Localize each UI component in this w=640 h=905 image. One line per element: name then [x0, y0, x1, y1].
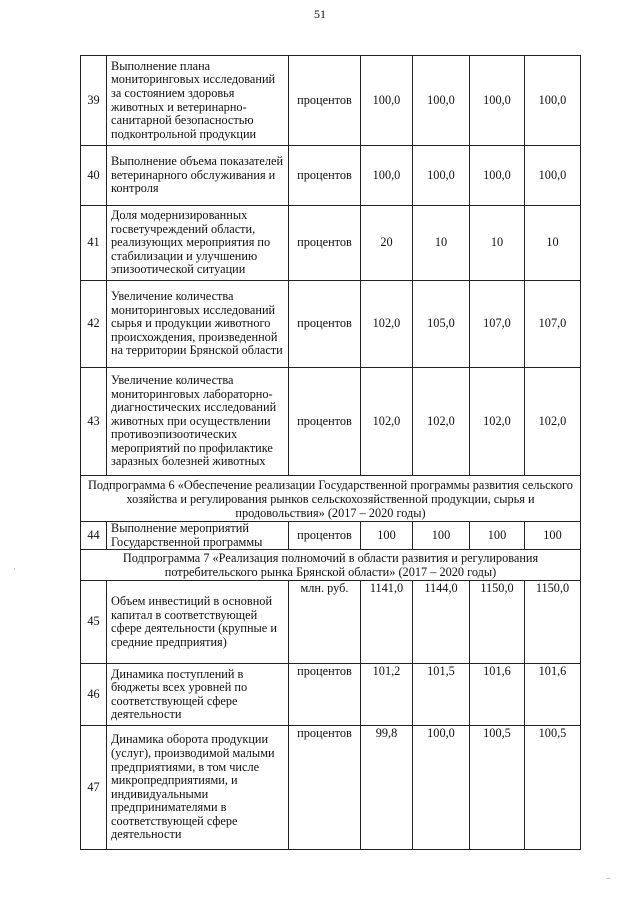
- value-2020: 107,0: [525, 281, 581, 368]
- value-2019: 102,0: [470, 368, 525, 476]
- indicator-number: 45: [81, 581, 107, 664]
- indicator-number: 42: [81, 281, 107, 368]
- value-2019: 100: [470, 522, 525, 550]
- indicator-row: [81, 581, 581, 664]
- value-2017: 102,0: [361, 368, 413, 476]
- subprogram-row: [81, 550, 581, 581]
- indicator-number: 44: [81, 522, 107, 550]
- indicator-number: 40: [81, 146, 107, 206]
- indicator-unit: процентов: [289, 281, 361, 368]
- indicator-unit: процентов: [289, 146, 361, 206]
- indicator-number: 39: [81, 56, 107, 146]
- indicator-unit: процентов: [289, 368, 361, 476]
- value-2017: 100: [361, 522, 413, 550]
- indicator-unit: млн. руб.: [289, 581, 361, 664]
- value-2019: 100,0: [470, 146, 525, 206]
- indicator-name: Доля модернизированных госветучреждений области, реализующих мероприятия по стабилизации и улучшению эпизоотической ситуации: [107, 206, 289, 281]
- indicator-row: [81, 726, 581, 850]
- indicator-name: Динамика поступлений в бюджеты всех уровней по соответствующей сфере деятельности: [107, 664, 289, 726]
- indicator-name: Динамика оборота продукции (услуг), производимой малыми предприятиями, в том числе микропредприятиями, и индивидуальными предпринимателями в соответствующей сфере деятельности: [107, 726, 289, 850]
- indicators-table: [80, 55, 581, 850]
- indicator-unit: процентов: [289, 56, 361, 146]
- value-2017: 1141,0: [361, 581, 413, 664]
- indicator-name: Объем инвестиций в основной капитал в соответствующей сфере деятельности (крупные и средние предприятия): [107, 581, 289, 664]
- indicator-name: Выполнение мероприятий Государственной программы: [107, 522, 289, 550]
- value-2019: 101,6: [470, 664, 525, 726]
- indicator-unit: процентов: [289, 522, 361, 550]
- indicator-name: Увеличение количества мониторинговых исследований сырья и продукции животного происхождения, произведенной на территории Брянской области: [107, 281, 289, 368]
- page-number: 51: [314, 7, 326, 21]
- subprogram-row: [81, 476, 581, 522]
- indicator-row: [81, 146, 581, 206]
- value-2018: 100,0: [413, 56, 470, 146]
- indicator-row: [81, 206, 581, 281]
- indicator-row: [81, 664, 581, 726]
- indicator-name: Увеличение количества мониторинговых лабораторно-диагностических исследований животных при осуществлении противоэпизоотических мероприятий по профилактике заразных болезней животных: [107, 368, 289, 476]
- indicator-number: 46: [81, 664, 107, 726]
- indicator-row: [81, 522, 581, 550]
- value-2020: 102,0: [525, 368, 581, 476]
- indicator-name: Выполнение плана мониторинговых исследований за состоянием здоровья животных и ветеринарно-санитарной безопасностью подконтрольной продукции: [107, 56, 289, 146]
- indicator-row: [81, 368, 581, 476]
- value-2019: 1150,0: [470, 581, 525, 664]
- value-2018: 100,0: [413, 146, 470, 206]
- value-2018: 105,0: [413, 281, 470, 368]
- value-2017: 102,0: [361, 281, 413, 368]
- subprogram-title: Подпрограмма 7 «Реализация полномочий в области развития и регулирования потребительского рынка Брянской области» (2017 – 2020 годы): [81, 550, 581, 581]
- value-2020: 10: [525, 206, 581, 281]
- value-2020: 100,0: [525, 56, 581, 146]
- indicator-unit: процентов: [289, 206, 361, 281]
- value-2018: 100,0: [413, 726, 470, 850]
- value-2017: 99,8: [361, 726, 413, 850]
- value-2020: 100,5: [525, 726, 581, 850]
- value-2019: 100,0: [470, 56, 525, 146]
- value-2018: 10: [413, 206, 470, 281]
- value-2017: 100,0: [361, 146, 413, 206]
- value-2018: 101,5: [413, 664, 470, 726]
- indicator-unit: процентов: [289, 726, 361, 850]
- indicator-number: 47: [81, 726, 107, 850]
- indicator-number: 41: [81, 206, 107, 281]
- scan-dot: ·: [13, 564, 16, 574]
- value-2020: 100,0: [525, 146, 581, 206]
- value-2020: 1150,0: [525, 581, 581, 664]
- indicator-row: [81, 281, 581, 368]
- subprogram-title: Подпрограмма 6 «Обеспечение реализации Государственной программы развития сельского хозяйства и регулирования рынков сельскохозяйственной продукции, сырья и продовольствия» (2017 – 2020 годы): [81, 476, 581, 522]
- indicator-row: [81, 56, 581, 146]
- value-2018: 1144,0: [413, 581, 470, 664]
- value-2017: 20: [361, 206, 413, 281]
- value-2019: 107,0: [470, 281, 525, 368]
- value-2017: 101,2: [361, 664, 413, 726]
- indicator-name: Выполнение объема показателей ветеринарного обслуживания и контроля: [107, 146, 289, 206]
- value-2018: 100: [413, 522, 470, 550]
- value-2018: 102,0: [413, 368, 470, 476]
- value-2017: 100,0: [361, 56, 413, 146]
- scan-dash: –: [606, 873, 611, 883]
- value-2020: 100: [525, 522, 581, 550]
- indicator-unit: процентов: [289, 664, 361, 726]
- indicator-number: 43: [81, 368, 107, 476]
- value-2020: 101,6: [525, 664, 581, 726]
- value-2019: 100,5: [470, 726, 525, 850]
- value-2019: 10: [470, 206, 525, 281]
